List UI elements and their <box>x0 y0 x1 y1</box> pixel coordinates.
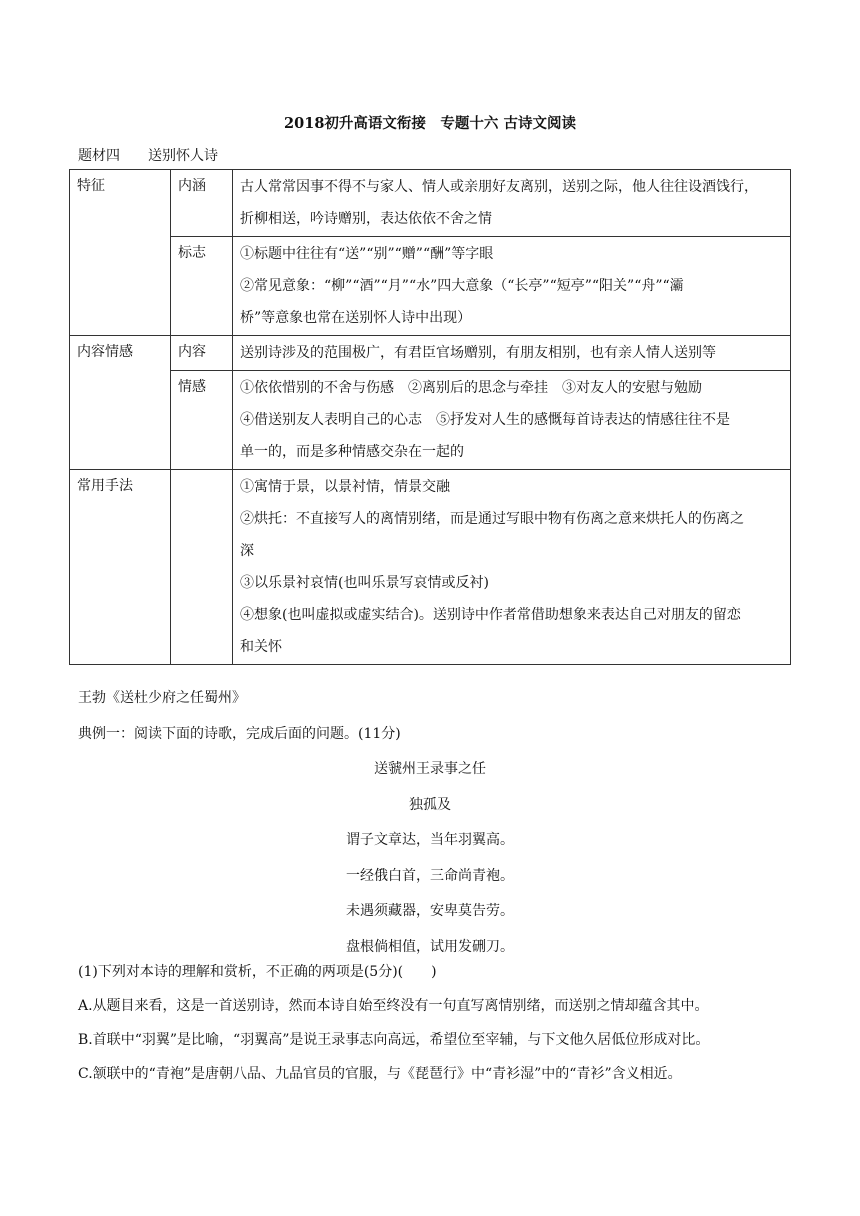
emotion-text: ①依依惜别的不舍与伤感 ②离别后的思念与牵挂 ③对友人的安慰与勉励 ④借送别友人表明自己的心志 ⑤抒发对人生的感慨每首诗表达的情感往往不是 单一的，而是多种情感交杂在一起的 <box>233 371 791 470</box>
question-option-b: B.首联中“羽翼”是比喻，“羽翼高”是说王录事志向高远，希望位至宰辅，与下文他久居低位形成对比。 <box>78 1032 710 1048</box>
connotation-text: 古人常常因事不得不与家人、情人或亲朋好友离别，送别之际，他人往往设酒饯行， 折柳相送，吟诗赠别，表达依依不舍之情 <box>233 170 791 237</box>
poem-line: 一经俄白首，三命尚青袍。 <box>346 867 514 884</box>
table-row <box>70 336 791 371</box>
table-row <box>70 470 791 665</box>
example-poem-reference: 王勃《送杜少府之任蜀州》 <box>78 690 246 706</box>
poem-title: 送虢州王录事之任 <box>374 761 486 777</box>
question-option-c: C.颔联中的“青袍”是唐朝八品、九品官员的官服，与《琵琶行》中“青衫湿”中的“青衫”含义相近。 <box>78 1066 682 1082</box>
section-heading: 题材四 送别怀人诗 <box>78 148 218 164</box>
subcategory-emotion: 情感 <box>171 371 233 470</box>
subcategory-content: 内容 <box>171 336 233 371</box>
table-row <box>70 371 791 470</box>
features-table <box>69 169 791 665</box>
document-title: 2018初升高语文衔接 专题十六 古诗文阅读 <box>284 115 576 132</box>
poem-line: 未遇须藏器，安卑莫告劳。 <box>346 903 514 919</box>
poem-line: 盘根倘相值，试用发硎刀。 <box>346 938 514 955</box>
content-text: 送别诗涉及的范围极广，有君臣官场赠别，有朋友相别，也有亲人情人送别等 <box>233 336 791 371</box>
question-stem: (1)下列对本诗的理解和赏析，不正确的两项是(5分)( ) <box>78 964 437 980</box>
table-row <box>70 237 791 336</box>
poem-author: 独孤及 <box>409 796 451 813</box>
category-content-emotion: 内容情感 <box>70 336 171 470</box>
empty-cell <box>171 470 233 665</box>
sign-text: ①标题中往往有“送”“别”“赠”“酬”等字眼 ②常见意象：“柳”“酒”“月”“水”四大意象（“长亭”“短亭”“阳关”“舟”“灞 桥”等意象也常在送别怀人诗中出现） <box>233 237 791 336</box>
category-techniques: 常用手法 <box>70 470 171 665</box>
category-feature: 特征 <box>70 170 171 336</box>
subcategory-connotation: 内涵 <box>171 170 233 237</box>
poem <box>0 752 860 965</box>
question-option-a: A.从题目来看，这是一首送别诗，然而本诗自始至终没有一句直写离情别绪，而送别之情却蕴含其中。 <box>78 998 709 1014</box>
subcategory-sign: 标志 <box>171 237 233 336</box>
techniques-text: ①寓情于景，以景衬情，情景交融 ②烘托：不直接写人的离情别绪，而是通过写眼中物有伤离之意来烘托人的伤离之 深 ③以乐景衬哀情(也叫乐景写哀情或反衬) ④想象(也叫虚拟或虚实结合)。送别诗中作者常借助想象来表达自己对朋友的留恋 和关怀 <box>233 470 791 665</box>
poem-line: 谓子文章达，当年羽翼高。 <box>346 832 514 848</box>
table-row <box>70 170 791 237</box>
example-intro: 典例一：阅读下面的诗歌，完成后面的问题。(11分) <box>78 726 401 742</box>
